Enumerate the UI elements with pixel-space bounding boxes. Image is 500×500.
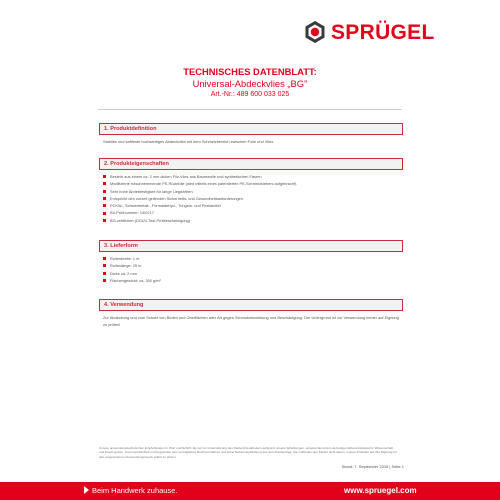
list-item: Modifizierte rutschhemmende PE-Rückfolie (wird mittels eines patentierten PE-Schmelzklebers aufgebracht) [103,180,403,187]
hex-nut-icon [303,20,327,44]
section-usage [99,299,403,329]
page-title: TECHNISCHES DATENBLATT: [183,66,317,77]
title-divider [98,109,402,110]
bullet-square-icon [103,212,106,215]
bullet-square-icon [103,175,106,178]
list-item: Dicke ca. 2 mm [103,270,403,277]
bullet-square-icon [103,264,106,267]
section-delivery-form [99,240,403,284]
section-text: Zur Abdeckung und zum Schutz von Böden und Oberflächen aller Art gegen Schmutzeinwirkung und Beschädigung. Der Untergrund ist vor Verwendung immer auf Eignung zu prüfen! [103,315,399,328]
bullet-square-icon [103,182,106,185]
list-item: Besteht aus einem ca. 2 mm dicken Filz-Vlies aus Baumwolle und synthetischen Fasern [103,173,403,180]
bullet-square-icon [103,257,106,260]
list-item: BV-Prüfnummer: 14/0217 [103,209,403,216]
arrow-right-icon [84,486,89,494]
list-item: PCKW-, Schwermetall-, Formaldehyd-, Tungsto- und Pestizidfrei [103,202,403,209]
list-item: Sehr hohe Abriebfestigkeit für lange Liegezeiten [103,188,403,195]
bullet-square-icon [103,279,106,282]
logo-text: SPRÜGEL [331,20,435,44]
product-name: Universal-Abdeckvlies „BG" [192,78,308,89]
list-item: Rollenlänge: 25 m [103,262,403,269]
bullet-square-icon [103,204,106,207]
document-date: Stand: 7. September 2016 | Seite 1 [341,464,404,469]
bullet-square-icon [103,219,106,222]
legal-disclaimer: Unsere anwendungstechnischen Empfehlungen in Wort und Schrift, die wir zur Unterstützung des Käufers/Verarbeiters aufgrund unserer Erfahrungen, entsprechend dem derzeitigen Erkenntnisstand in Wissenschaft und Praxis geben, sind unverbindlich und begründen kein vertragliches Rechtsverhältnis und keine Nebenverpflichtung aus dem Kaufvertrag. Sie entbinden den Käufer nicht davon, unsere Produkte auf ihre Eignung für den vorgesehenen Verwendungszweck selbst zu prüfen. [99,446,397,459]
title-block [0,66,500,100]
footer-bar [0,482,500,500]
section-text: Stabiles und saftfeste hochwertiges Abdeckvlies mit dem Schmelzbereich zwischen Folie und Vlies. [103,139,275,144]
website-link[interactable]: www.spruegel.com [344,486,417,495]
bullet-square-icon [103,197,106,200]
article-number: Art.-Nr.: 489 600 033 025 [210,91,290,98]
bullet-list [99,170,403,224]
list-item: Flächengewicht: ca. 300 g/m² [103,277,403,284]
list-item: Entspricht den zurzeit geltenden Sicherheits- und Gesundheitsanforderungen [103,195,403,202]
section-heading: 3. Lieferform [99,240,403,252]
section-product-properties [99,158,403,224]
bullet-list [99,252,403,284]
brand-logo [303,17,435,47]
section-heading: 4. Verwendung [99,299,403,311]
bullet-square-icon [103,190,106,193]
list-item: Rollenbreite: 1 m [103,255,403,262]
slogan: Beim Handwerk zuhause. [84,485,177,497]
section-heading: 1. Produktdefinition [99,123,403,135]
section-product-definition [99,123,403,145]
section-heading: 2. Produkteigenschaften [99,158,403,170]
list-item: BG-zertifiziert (DGUV-Test Prüfbescheinigung) [103,217,403,224]
bullet-square-icon [103,272,106,275]
